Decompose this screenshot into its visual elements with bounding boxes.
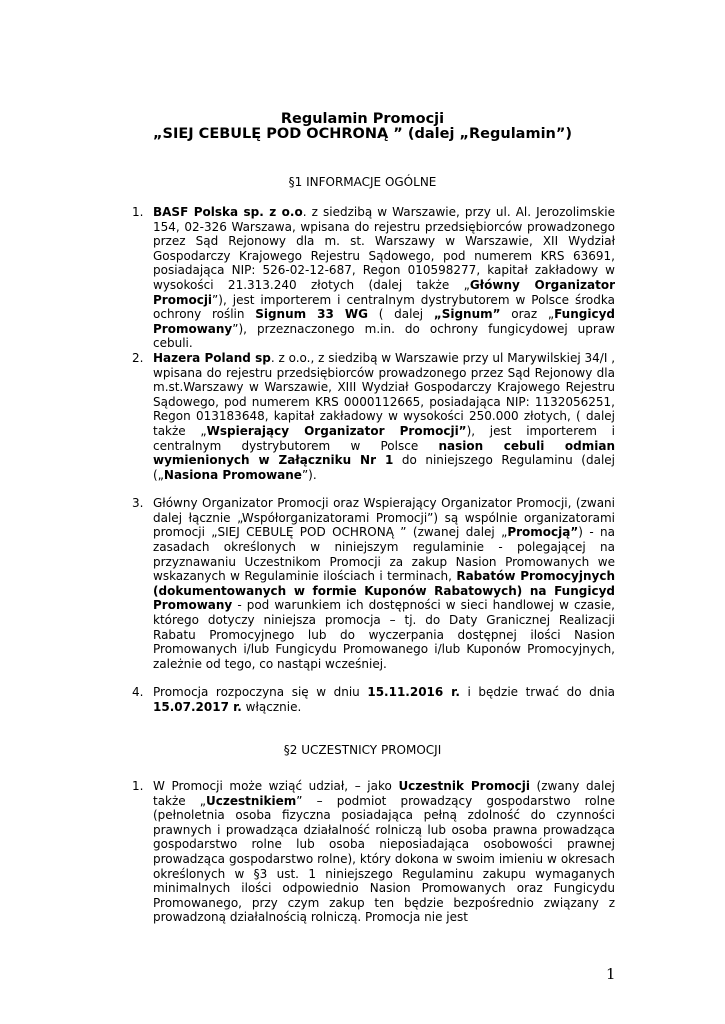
text: do niniejszego Regulaminu (dalej („ — [153, 453, 615, 482]
item-text — [153, 779, 615, 925]
text: Promocja rozpoczyna się w dniu — [153, 685, 368, 700]
list-item — [0, 205, 725, 351]
bold-text: Uczestnik Promocji — [398, 779, 530, 793]
item-number: 3. — [132, 496, 144, 511]
bold-text: Hazera Poland sp — [153, 350, 271, 365]
document-subtitle: „SIEJ CEBULĘ POD OCHRONĄ ” (dalej „Regulamin”) — [152, 126, 573, 142]
item-text — [153, 496, 615, 671]
text: ”). — [301, 467, 317, 482]
bold-text: „Signum” — [433, 307, 501, 322]
text: . z o.o., z siedzibą w Warszawie przy ul Marywilskiej 34/I , wpisana do rejestru przedsiębiorców prowadzonego przez Sąd Rejonowy dla m.st.Warszawy w Warszawie, XIII Wydział Gospodarczy Krajowego Rejestru Sądowego, pod numerem KRS 0000112665, posiadająca NIP: 1132056251, Regon 013183648, kapitał zakładowy w wysokości 250.000 złotych, ( dalej także „ — [153, 350, 616, 438]
text: ) - na zasadach określonych w niniejszym regulaminie - polegającej na przyznawaniu Uczestnikom Promocji za zakup Nasion Promowanych we wskazanych w Regulaminie ilościach i terminach, — [153, 525, 615, 584]
bold-text: nasion cebuli odmian wymienionych w Załączniku Nr 1 — [153, 438, 615, 468]
document-title: Regulamin Promocji — [280, 111, 445, 127]
bold-text: 15.07.2017 r. — [153, 700, 242, 714]
text: ”), jest importerem i centralnym dystrybutorem w Polsce środka ochrony roślin — [153, 292, 615, 322]
list-item — [0, 685, 725, 714]
text: ), jest importerem i centralnym dystrybutorem w Polsce — [153, 423, 615, 453]
text: W Promocji może wziąć udział, – jako — [153, 779, 399, 793]
text: ”), przeznaczonego m.in. do ochrony fungicydowej upraw cebuli. — [153, 321, 615, 351]
list-item — [0, 779, 725, 925]
section1-list — [0, 205, 725, 715]
list-item — [0, 496, 725, 671]
bold-text: 15.11.2016 r. — [367, 685, 460, 700]
bold-text: Wspierający Organizator Promocji” — [206, 423, 467, 438]
bold-text: Główny Organizator Promocji — [153, 277, 615, 307]
bold-text: Signum 33 WG — [255, 307, 369, 322]
text: - pod warunkiem ich dostępności w sieci handlowej w czasie, którego dotyczy niniejsza promocja – tj. do Daty Granicznej Realizacji Rabatu Promocyjnego lub do wyczerpania dostępnej ilości Nasion Promowanych i/lub Fungicydu Promowanego i/lub Kuponów Promocyjnych, zależnie od tego, co nastąpi wcześniej. — [153, 598, 615, 671]
section-heading-uczestnicy: §2 UCZESTNICY PROMOCJI — [283, 743, 442, 757]
item-number: 2. — [132, 350, 144, 365]
text: (zwany dalej także „ — [153, 779, 615, 808]
spacer — [0, 671, 725, 685]
text: Główny Organizator Promocji oraz Wspierający Organizator Promocji, (zwani dalej łącznie „Współorganizatorami Promocji”) są wspólnie organizatorami promocji „SIEJ CEBULĘ POD OCHRONĄ ” (zwanej dalej „ — [153, 496, 615, 540]
bold-text: Uczestnikiem — [206, 793, 297, 808]
text: włącznie. — [241, 700, 302, 714]
page-number: 1 — [606, 965, 616, 983]
text: oraz „ — [500, 307, 555, 322]
text: ” – podmiot prowadzący gospodarstwo rolne (pełnoletnia osoba fizyczna posiadająca pełną zdolność do czynności prawnych i prowadząca działalność rolniczą lub osoba prawna prowadząca gospodarstwo rolne lub osoba nieposiadająca osobowości prawnej prowadząca gospodarstwo rolne), który dokona w swoim imieniu w okresach określonych w §3 ust. 1 niniejszego Regulaminu zakupu wymaganych minimalnych ilości odpowiednio Nasion Promowanych oraz Fungicydu Promowanego, przy czym zakup ten będzie bezpośrednio związany z prowadzoną działalnością rolniczą. Promocja nie jest — [153, 793, 615, 925]
bold-text: Promocją” — [507, 525, 579, 540]
bold-text: Nasiona Promowane — [163, 467, 302, 482]
bold-text: BASF Polska sp. z o.o — [153, 205, 303, 219]
bold-text: Rabatów Promocyjnych (dokumentowanych w formie Kuponów Rabatowych) na Fungicyd Promowany — [153, 569, 615, 613]
item-number: 1. — [132, 779, 144, 793]
text: . z siedzibą w Warszawie, przy ul. Al. Jerozolimskie 154, 02-326 Warszawa, wpisana do rejestru przedsiębiorców prowadzonego przez Sąd Rejonowy dla m. st. Warszawy w Warszawie, XII Wydział Gospodarczy Krajowego Rejestru Sądowego, pod numerem KRS 63691, posiadająca NIP: 526-02-12-687, Regon 010598277, kapitał zakładowy w wysokości 21.313.240 złotych (dalej także „ — [153, 205, 615, 292]
item-text — [153, 351, 615, 482]
item-text — [153, 205, 615, 351]
text: ( dalej — [368, 307, 434, 322]
spacer — [0, 482, 725, 496]
section-heading-informacje: §1 INFORMACJE OGÓLNE — [288, 175, 437, 189]
bold-text: Fungicyd Promowany — [153, 307, 615, 336]
item-number: 1. — [132, 205, 144, 219]
section2-list — [0, 779, 725, 925]
text: i będzie trwać do dnia — [459, 685, 616, 700]
item-number: 4. — [132, 685, 144, 700]
item-text — [153, 685, 615, 714]
list-item — [0, 351, 725, 482]
